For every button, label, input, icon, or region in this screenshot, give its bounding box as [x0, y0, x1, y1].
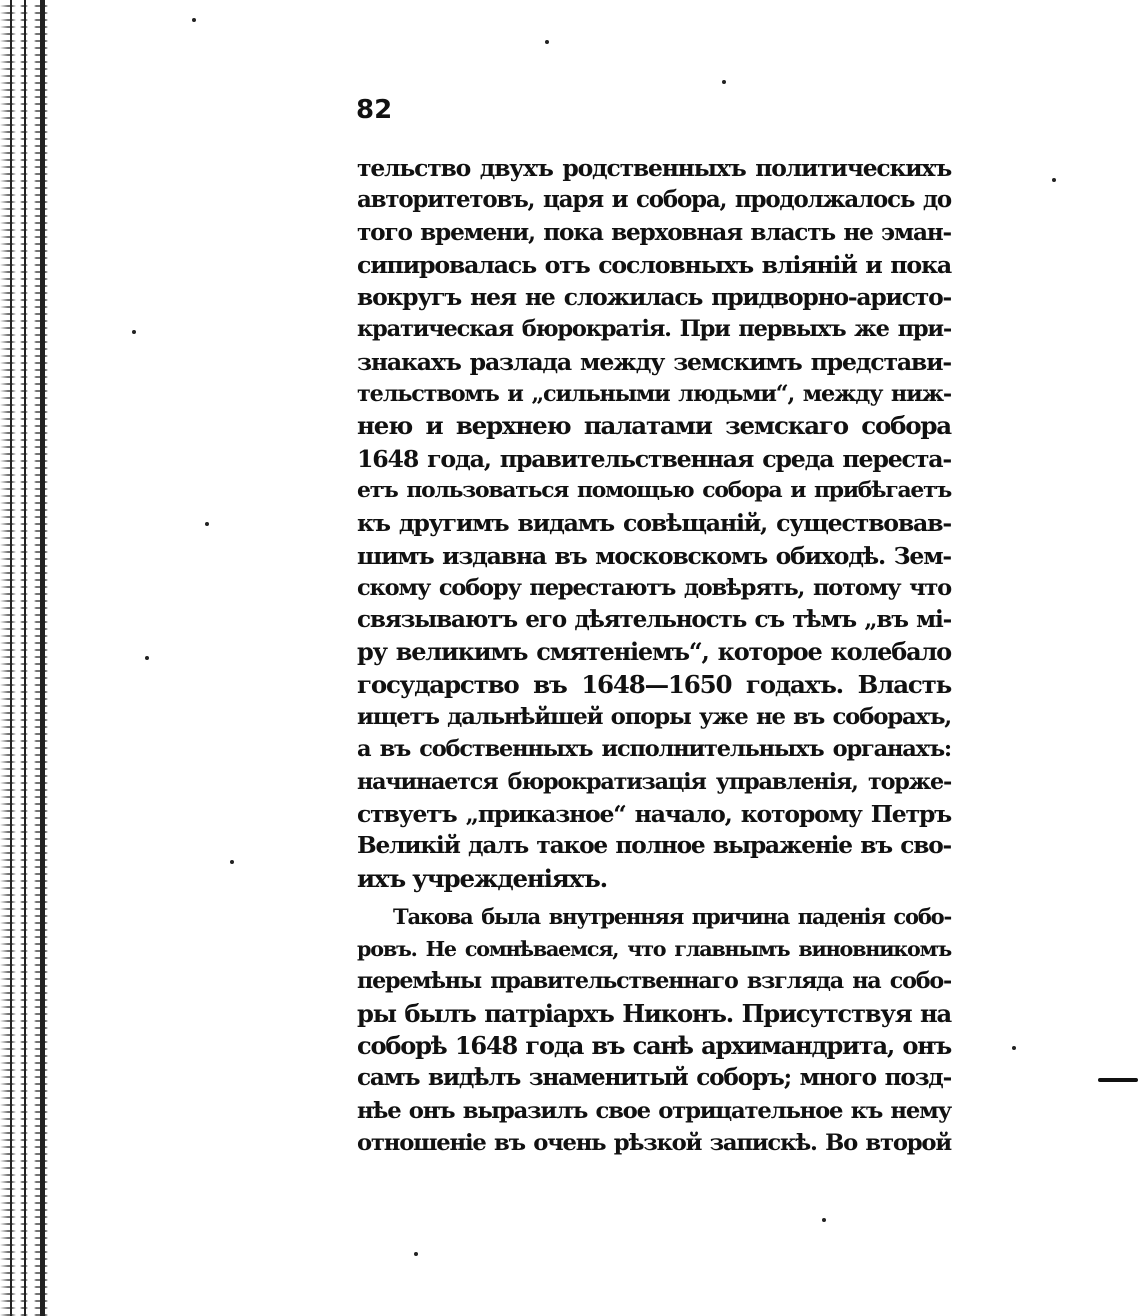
text-line: отношеніе въ очень рѣзкой запискѣ. Во второй	[357, 1129, 951, 1156]
paragraph	[357, 901, 951, 1159]
scan-speck	[192, 18, 196, 22]
text-line: Великій далъ такое полное выраженіе въ сво-	[357, 832, 951, 860]
text-line: етъ пользоваться помощью собора и прибѣгаетъ	[357, 477, 951, 503]
paragraph	[357, 152, 951, 895]
text-line: ихъ учрежденіяхъ.	[357, 863, 607, 893]
scan-speck	[205, 522, 209, 526]
text-line: авторитетовъ, царя и собора, продолжалось до	[357, 186, 951, 214]
page-number: 82	[356, 95, 393, 125]
text-line: связываютъ его дѣятельность съ тѣмъ „въ мі-	[357, 606, 951, 634]
text-line: къ другимъ видамъ совѣщаній, существовав-	[357, 509, 951, 538]
text-line: а въ собственныхъ исполнительныхъ органахъ:	[357, 736, 951, 763]
binding-line	[24, 0, 26, 1316]
text-line: самъ видѣлъ знаменитый соборъ; много позд-	[357, 1064, 951, 1092]
text-line: соборѣ 1648 года въ санѣ архимандрита, онъ	[357, 1031, 951, 1061]
text-line: ры былъ патріархъ Никонъ. Присутствуя на	[357, 998, 951, 1028]
binding-line	[10, 0, 12, 1316]
body-text	[357, 152, 951, 1159]
text-line: начинается бюрократизація управленія, торже-	[357, 768, 951, 795]
binding-line	[40, 0, 45, 1316]
scan-speck	[822, 1218, 826, 1222]
text-line: скому собору перестаютъ довѣрять, потому что	[357, 574, 951, 601]
text-line: ровъ. Не сомнѣваемся, что главнымъ виновникомъ	[357, 937, 951, 962]
scan-speck	[1012, 1046, 1016, 1050]
text-line: ищетъ дальнѣйшей опоры уже не въ соборахъ,	[357, 704, 951, 731]
scan-speck	[414, 1252, 418, 1256]
text-line: нѣе онъ выразилъ свое отрицательное къ нему	[357, 1097, 951, 1124]
text-line: перемѣны правительственнаго взгляда на собо-	[357, 968, 951, 995]
text-line: ствуетъ „приказное“ начало, которому Петръ	[357, 799, 951, 828]
text-line: знакахъ разлада между земскимъ представи-	[357, 347, 951, 376]
scan-speck	[230, 860, 234, 864]
text-line: тельствомъ и „сильными людьми“, между ниж-	[357, 381, 951, 408]
text-line: государство въ 1648—1650 годахъ. Власть	[357, 669, 951, 699]
text-line: нею и верхнею палатами земскаго собора	[357, 411, 951, 441]
text-line: тельство двухъ родственныхъ политическихъ	[357, 154, 951, 182]
text-line: вокругъ нея не сложилась придворно-аристо-	[357, 283, 951, 312]
scan-speck	[545, 40, 549, 44]
text-line: шимъ издавна въ московскомъ обиходѣ. Зем-	[357, 541, 951, 570]
scan-speck	[722, 80, 726, 84]
text-line: ру великимъ смятеніемъ“, которое колебало	[357, 637, 951, 667]
text-line: сипировалась отъ сословныхъ вліяній и пока	[357, 250, 951, 279]
text-line: Такова была внутренняя причина паденія собо-	[393, 903, 951, 929]
text-line: того времени, пока верховная власть не эман-	[357, 218, 951, 246]
scan-speck	[132, 330, 136, 334]
text-line: 1648 года, правительственная среда переста-	[357, 444, 951, 473]
text-line: кратическая бюрократія. При первыхъ же при-	[357, 316, 951, 343]
margin-dash	[1098, 1078, 1138, 1082]
scan-speck	[1052, 178, 1056, 182]
scan-speck	[145, 656, 149, 660]
